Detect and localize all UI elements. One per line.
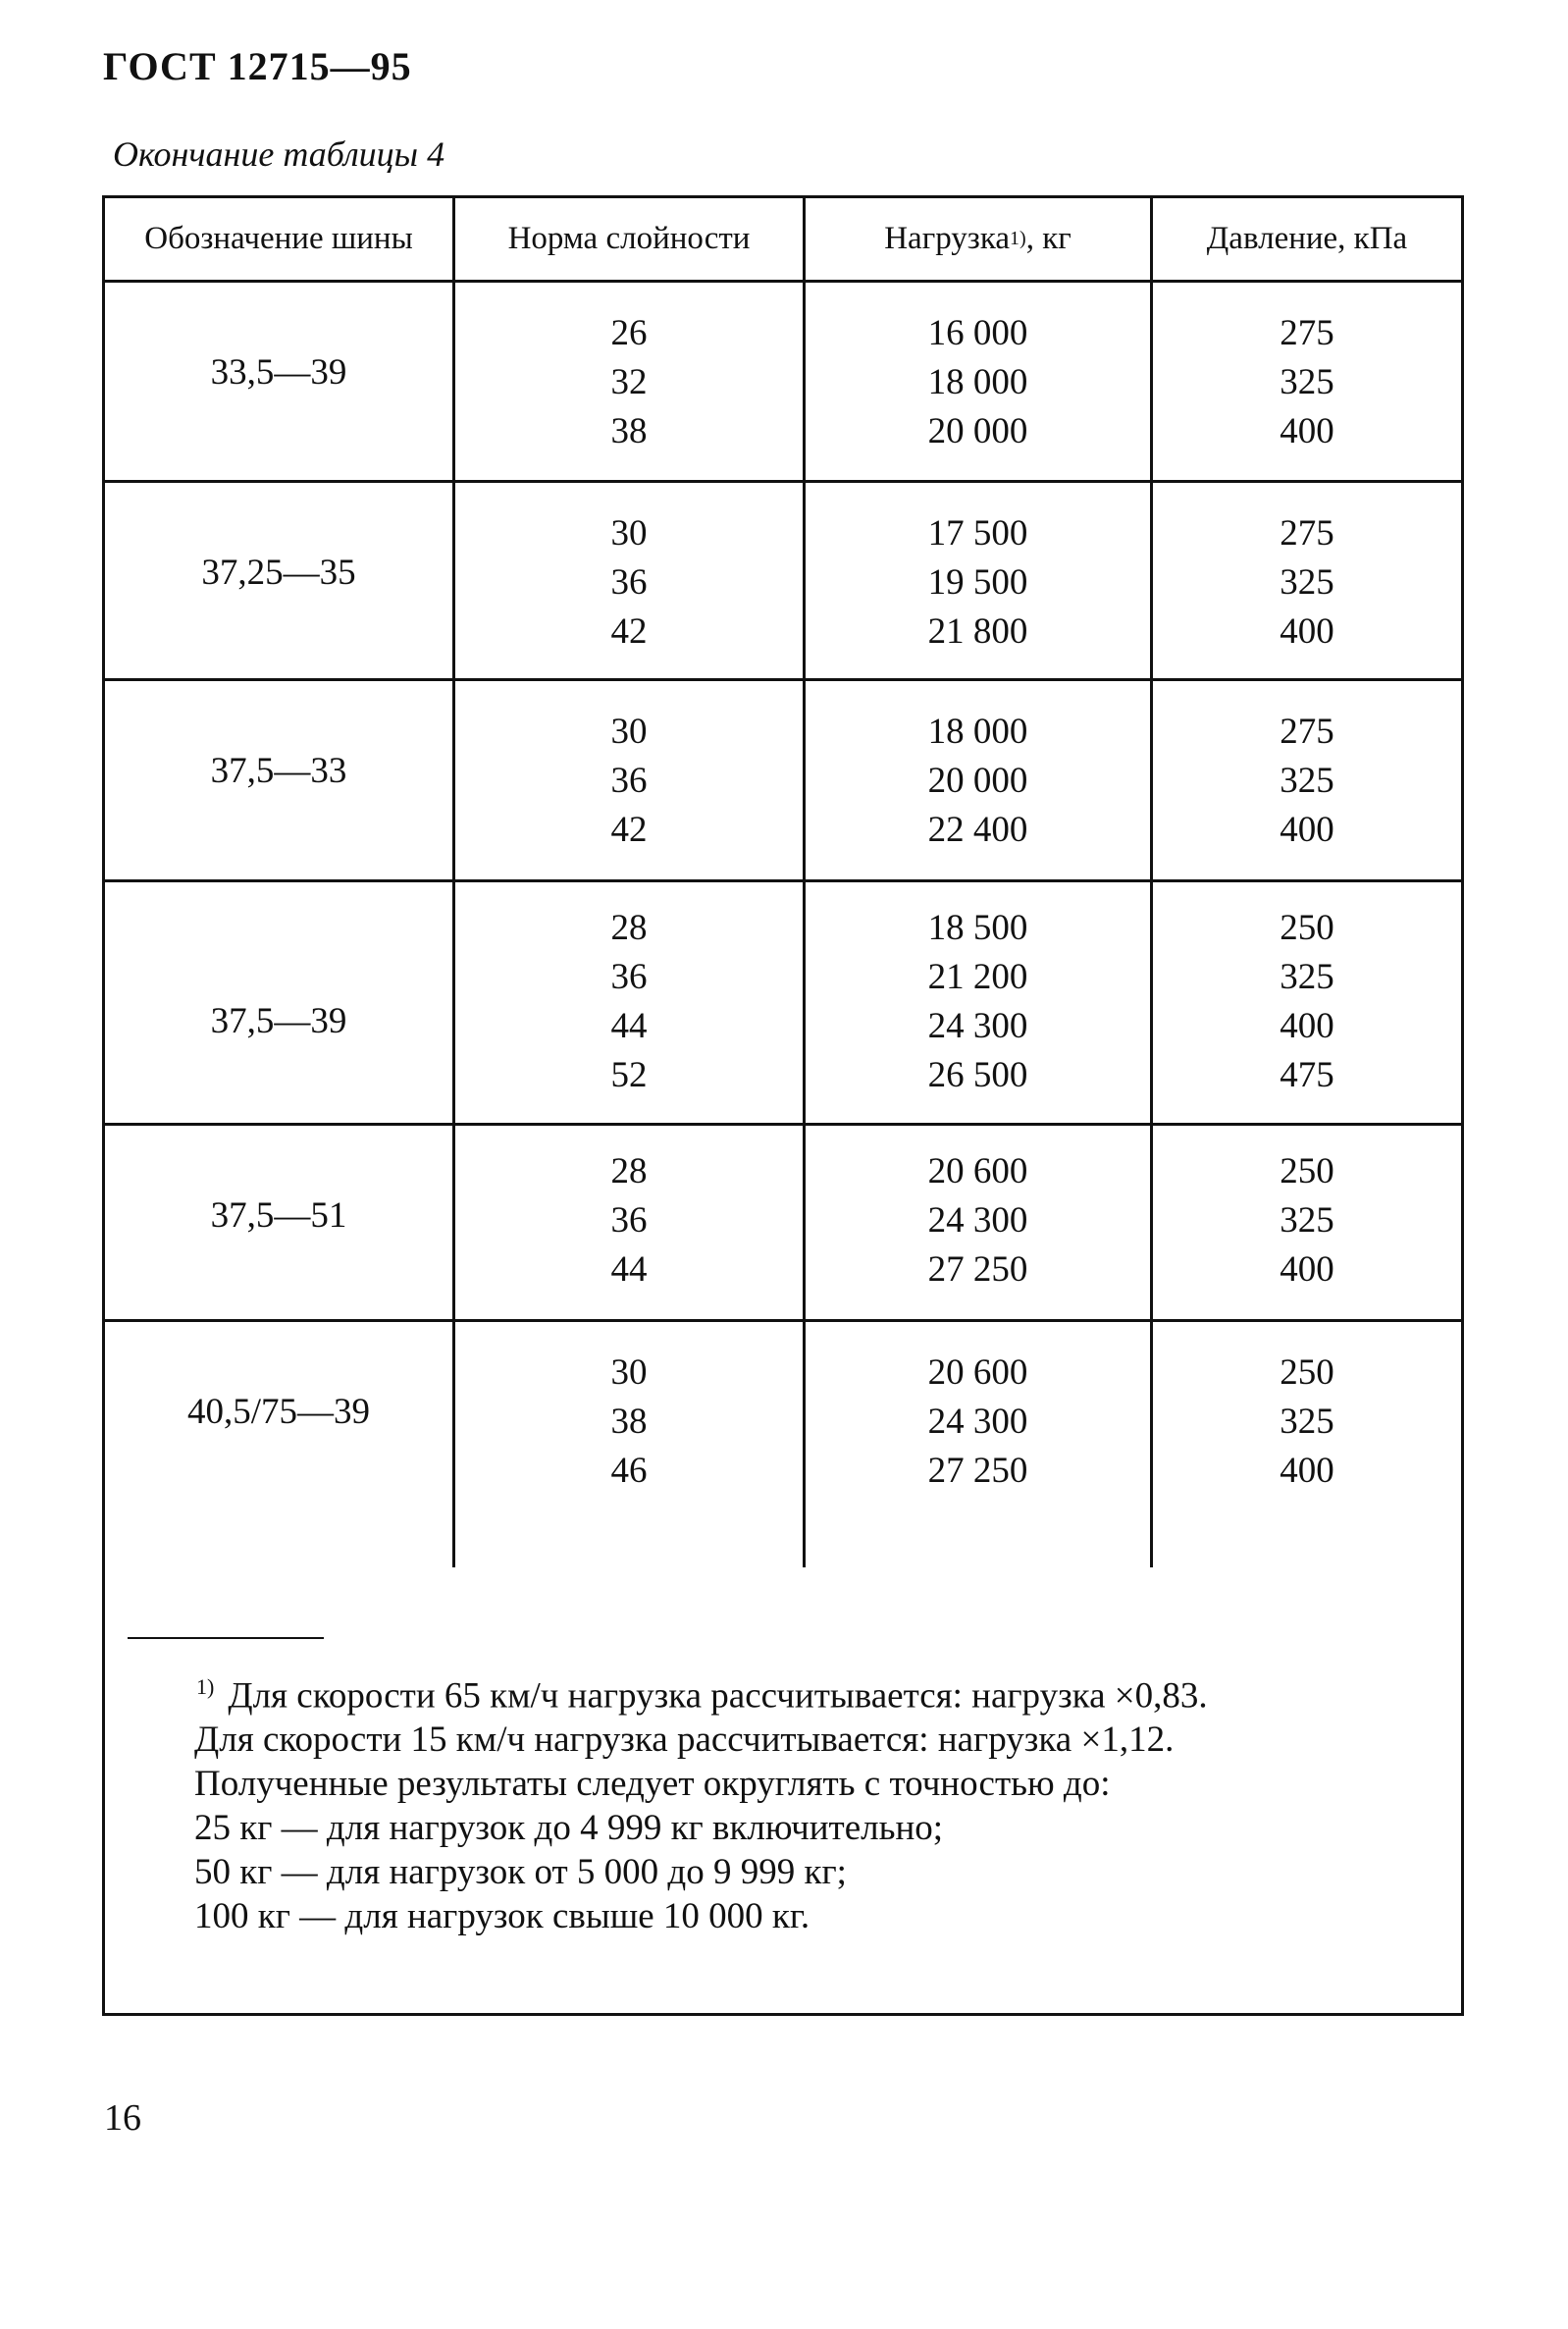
ply-rating-values (455, 1147, 803, 1295)
table-row-group (105, 882, 1461, 1126)
table-row-group (105, 283, 1461, 483)
table-row-group (105, 681, 1461, 882)
ply-rating-values (455, 1349, 803, 1496)
page-number: 16 (104, 2097, 141, 2139)
table-header-row (105, 198, 1461, 283)
pressure-values (1153, 309, 1461, 456)
pressure-values (1153, 1147, 1461, 1295)
ply-rating-values (455, 509, 803, 657)
footnote (194, 1665, 1208, 1938)
ply-rating-value: 38 (610, 411, 648, 451)
load-value: 21 800 (927, 611, 1028, 652)
table-row-group (105, 1322, 1461, 1567)
load-footnote-mark: 1) (1010, 228, 1026, 249)
table-row-group (105, 483, 1461, 681)
ply-rating-value: 28 (610, 908, 648, 948)
pressure-values (1153, 1349, 1461, 1496)
pressure-values (1153, 904, 1461, 1100)
load-value: 18 000 (927, 362, 1028, 402)
footnote-text: Для скорости 65 км/ч нагрузка рассчитывается: нагрузка ×0,83. (228, 1675, 1208, 1717)
document-code: ГОСТ 12715—95 (103, 44, 412, 88)
ply-rating-value: 36 (610, 761, 648, 801)
footnote-line: 50 кг — для нагрузок от 5 000 до 9 999 кг; (194, 1852, 847, 1893)
ply-rating-values (455, 904, 803, 1100)
pressure-value: 250 (1280, 1352, 1334, 1393)
tire-designation: 37,5—33 (210, 751, 347, 791)
ply-rating-value: 38 (610, 1402, 648, 1442)
ply-rating-value: 30 (610, 712, 648, 752)
load-value: 22 400 (927, 810, 1028, 850)
load-value: 20 600 (927, 1151, 1028, 1191)
ply-rating-value: 28 (610, 1151, 648, 1191)
pressure-value: 275 (1280, 513, 1334, 554)
load-value: 19 500 (927, 562, 1028, 603)
load-value: 27 250 (927, 1451, 1028, 1491)
load-value: 21 200 (927, 957, 1028, 997)
load-value: 20 600 (927, 1352, 1028, 1393)
footnote-line: Для скорости 15 км/ч нагрузка рассчитывается: нагрузка ×1,12. (194, 1720, 1175, 1761)
load-value: 20 000 (927, 761, 1028, 801)
load-values (806, 1349, 1150, 1496)
footnote-line: Полученные результаты следует округлять с точностью до: (194, 1764, 1111, 1805)
pressure-value: 400 (1280, 1006, 1334, 1046)
load-values (806, 708, 1150, 855)
footnote-divider (128, 1637, 324, 1639)
tire-designation: 37,5—39 (210, 1001, 347, 1041)
ply-rating-value: 36 (610, 957, 648, 997)
load-value: 17 500 (927, 513, 1028, 554)
column-header-load (806, 198, 1150, 280)
load-value: 24 300 (927, 1006, 1028, 1046)
ply-rating-value: 26 (610, 313, 648, 353)
ply-rating-value: 46 (610, 1451, 648, 1491)
footnote-line: 100 кг — для нагрузок свыше 10 000 кг. (194, 1896, 810, 1937)
pressure-value: 325 (1280, 562, 1334, 603)
footnote-mark: 1) (196, 1674, 215, 1699)
column-header-pressure: Давление, кПа (1206, 221, 1408, 256)
pressure-value: 250 (1280, 908, 1334, 948)
load-value: 20 000 (927, 411, 1028, 451)
pressure-value: 325 (1280, 957, 1334, 997)
pressure-value: 400 (1280, 1451, 1334, 1491)
ply-rating-value: 30 (610, 513, 648, 554)
load-value: 18 500 (927, 908, 1028, 948)
load-label: Нагрузка (884, 221, 1011, 256)
ply-rating-value: 44 (610, 1249, 648, 1290)
pressure-value: 275 (1280, 313, 1334, 353)
ply-rating-value: 36 (610, 1200, 648, 1241)
tire-designation: 37,25—35 (201, 553, 356, 593)
load-value: 27 250 (927, 1249, 1028, 1290)
pressure-value: 475 (1280, 1055, 1334, 1095)
ply-rating-value: 42 (610, 611, 648, 652)
load-values (806, 509, 1150, 657)
ply-rating-value: 44 (610, 1006, 648, 1046)
ply-rating-value: 52 (610, 1055, 648, 1095)
pressure-value: 400 (1280, 1249, 1334, 1290)
footnote-line (194, 1665, 1208, 1718)
ply-rating-value: 42 (610, 810, 648, 850)
table-continuation-label: Окончание таблицы 4 (113, 134, 445, 174)
pressure-value: 400 (1280, 411, 1334, 451)
pressure-values (1153, 509, 1461, 657)
column-header-designation: Обозначение шины (144, 221, 413, 256)
load-unit: , кг (1025, 221, 1071, 256)
load-value: 24 300 (927, 1200, 1028, 1241)
pressure-value: 325 (1280, 761, 1334, 801)
tire-designation: 37,5—51 (210, 1195, 347, 1236)
load-value: 16 000 (927, 313, 1028, 353)
ply-rating-value: 30 (610, 1352, 648, 1393)
pressure-value: 400 (1280, 611, 1334, 652)
load-value: 24 300 (927, 1402, 1028, 1442)
pressure-value: 325 (1280, 362, 1334, 402)
column-header-ply-rating: Норма слойности (507, 221, 751, 256)
ply-rating-values (455, 309, 803, 456)
table-row-group (105, 1126, 1461, 1322)
tire-designation: 33,5—39 (210, 352, 347, 393)
footnote-line: 25 кг — для нагрузок до 4 999 кг включительно; (194, 1808, 944, 1849)
pressure-value: 250 (1280, 1151, 1334, 1191)
ply-rating-value: 36 (610, 562, 648, 603)
pressure-value: 400 (1280, 810, 1334, 850)
pressure-value: 325 (1280, 1200, 1334, 1241)
ply-rating-values (455, 708, 803, 855)
pressure-values (1153, 708, 1461, 855)
ply-rating-value: 32 (610, 362, 648, 402)
load-value: 26 500 (927, 1055, 1028, 1095)
load-values (806, 1147, 1150, 1295)
tire-designation: 40,5/75—39 (186, 1392, 371, 1432)
load-value: 18 000 (927, 712, 1028, 752)
pressure-value: 275 (1280, 712, 1334, 752)
load-values (806, 309, 1150, 456)
load-values (806, 904, 1150, 1100)
pressure-value: 325 (1280, 1402, 1334, 1442)
